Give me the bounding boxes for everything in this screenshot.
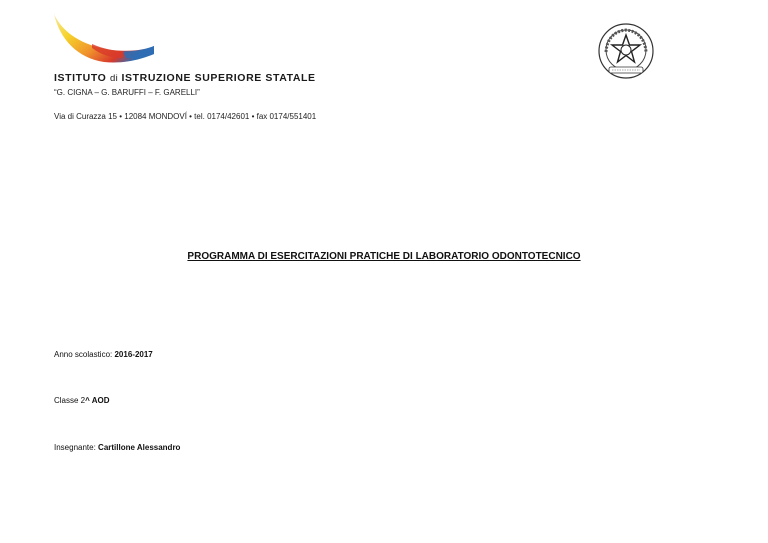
school-year-field bbox=[54, 350, 153, 359]
institute-main-word: ISTITUTO bbox=[54, 72, 107, 84]
institute-name bbox=[54, 72, 316, 84]
teacher-field bbox=[54, 443, 180, 452]
teacher-label: Insegnante: bbox=[54, 443, 99, 452]
italian-republic-emblem-icon bbox=[597, 22, 655, 80]
teacher-value: Cartillone Alessandro bbox=[98, 443, 181, 452]
institute-di-word: di bbox=[109, 73, 118, 84]
document-title: PROGRAMMA DI ESERCITAZIONI PRATICHE DI LABORATORIO ODONTOTECNICO bbox=[187, 251, 581, 262]
school-year-label: Anno scolastico: bbox=[54, 350, 115, 359]
school-year-value: 2016-2017 bbox=[114, 350, 153, 359]
class-label: Classe 2 bbox=[54, 396, 86, 405]
school-names: “G. CIGNA – G. BARUFFI – F. GARELLI” bbox=[54, 88, 200, 97]
school-logo-icon bbox=[52, 10, 156, 68]
school-address: Via di Curazza 15 • 12084 MONDOVÍ • tel. 0174/42601 • fax 0174/551401 bbox=[54, 112, 317, 121]
institute-rest-words: ISTRUZIONE SUPERIORE STATALE bbox=[121, 72, 316, 84]
class-field bbox=[54, 396, 110, 405]
class-value: ^ AOD bbox=[85, 396, 110, 405]
